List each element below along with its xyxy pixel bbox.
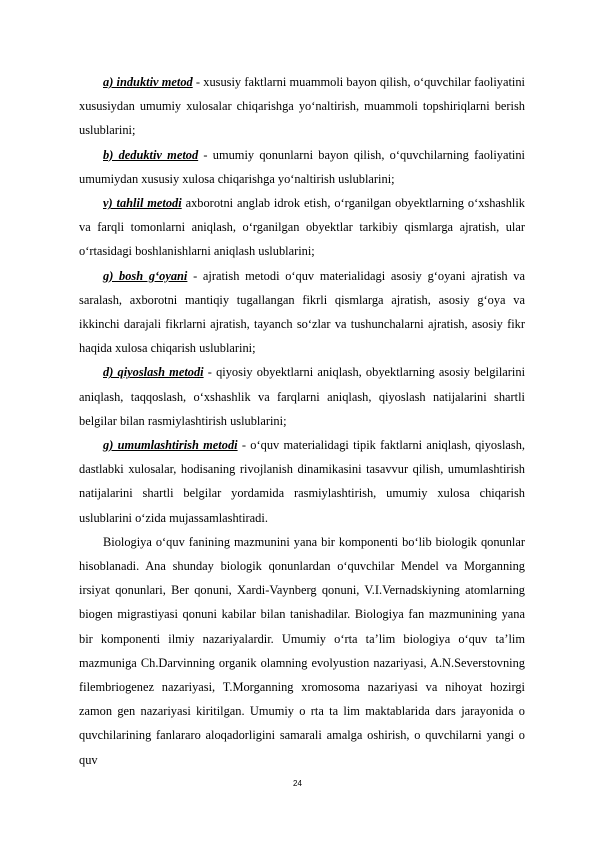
paragraph-tahlil-metodi xyxy=(79,191,525,264)
term-deduktiv-metod: b) deduktiv metod xyxy=(103,147,199,162)
paragraph-umumlashtirish-metodi xyxy=(79,433,525,530)
paragraph-text: - ajratish metodi o‘quv materialidagi asosiy g‘oyani ajratish va saralash, axborotni mantiqiy tugallangan fikrli qismlarga ajratish, asosiy g‘oya va ikkinchi darajali fikrlarni ajratish, tayanch so‘zlar va tushunchalarni ajratish, asosiy fikr haqida xulosa chiqarish uslublarini; xyxy=(79,268,526,356)
document-body xyxy=(79,70,525,772)
term-qiyoslash-metodi: d) qiyoslash metodi xyxy=(103,365,204,380)
term-umumlashtirish-metodi: g) umumlashtirish metodi xyxy=(103,438,238,453)
page-number: 24 xyxy=(293,779,302,788)
paragraph-text: - umumiy qonunlarni bayon qilish, o‘quvchilarning faoliyatini umumiydan xususiy xulosa chiqarishga yo‘naltirish uslublarini; xyxy=(79,147,525,186)
term-bosh-goyani: g) bosh g‘oyani xyxy=(103,268,188,283)
paragraph-induktiv-metod xyxy=(79,70,525,143)
paragraph-bosh-goyani xyxy=(79,264,525,361)
paragraph-qiyoslash-metodi xyxy=(79,360,525,433)
paragraph-text: Biologiya o‘quv fanining mazmunini yana bir komponenti bo‘lib biologik qonunlar hisoblanadi. Ana shunday biologik qonunlardan o‘quvchilar Mendel va Morganning irsiyat qonunlari, Ber qonuni, Xardi-Vaynberg qonuni, V.I.Vernadskiyning atomlarning biogen migrastiyasi qonuni kabilar bilan tanishadilar. Biologiya fan mazmunining yana bir komponenti ilmiy nazariyalardir. Umumiy o‘rta ta’lim biologiya o‘quv ta’lim mazmuniga Ch.Darvinning organik olamning evolyustion nazariyasi, A.N.Severstovning filembriogenez nazariyasi, T.Morganning xromosoma nazariyasi va nihoyat hozirgi zamon gen nazariyasi kiritilgan. Umumiy o rta ta lim maktablarida dars jarayonida o quvchilarining fanlararo aloqadorligini samarali amalga oshirish, o quvchilarni yangi o quv xyxy=(79,534,525,767)
paragraph-text: - xususiy faktlarni muammoli bayon qilish, o‘quvchilar faoliyatini xususiydan umumiy xulosalar chiqarishga yo‘naltirish, muammoli topshiriqlarni berish uslublarini; xyxy=(79,75,525,138)
paragraph-text: - qiyosiy obyektlarni aniqlash, obyektlarning asosiy belgilarini aniqlash, taqqoslash, o‘xshashlik va farqlarni aniqlash, qiyoslash natijalarini shartli belgilar bilan rasmiylashtirish uslublarini; xyxy=(79,365,526,428)
term-induktiv-metod: a) induktiv metod xyxy=(103,75,193,89)
paragraph-biologiya xyxy=(79,530,525,772)
paragraph-text: - o‘quv materialidagi tipik faktlarni aniqlash, qiyoslash, dastlabki xulosalar, hodisaning rivojlanish dinamikasini tasavvur qilish, umumlashtirish natijalarini shartli belgilar yordamida rasmiylashtirish, umumiy xulosa chiqarish uslublarini o‘zida mujassamlashtiradi. xyxy=(79,438,525,525)
paragraph-text: axborotni anglab idrok etish, o‘rganilgan obyektlarning o‘xshashlik va farqli tomonlarni aniqlash, o‘rganilgan obyektlar tarkibiy qismlarga ajratish, ular o‘rtasidagi boshlanishlarni aniqlash uslublarini; xyxy=(79,196,525,259)
paragraph-deduktiv-metod xyxy=(79,143,525,191)
term-tahlil-metodi: v) tahlil metodi xyxy=(103,196,182,211)
